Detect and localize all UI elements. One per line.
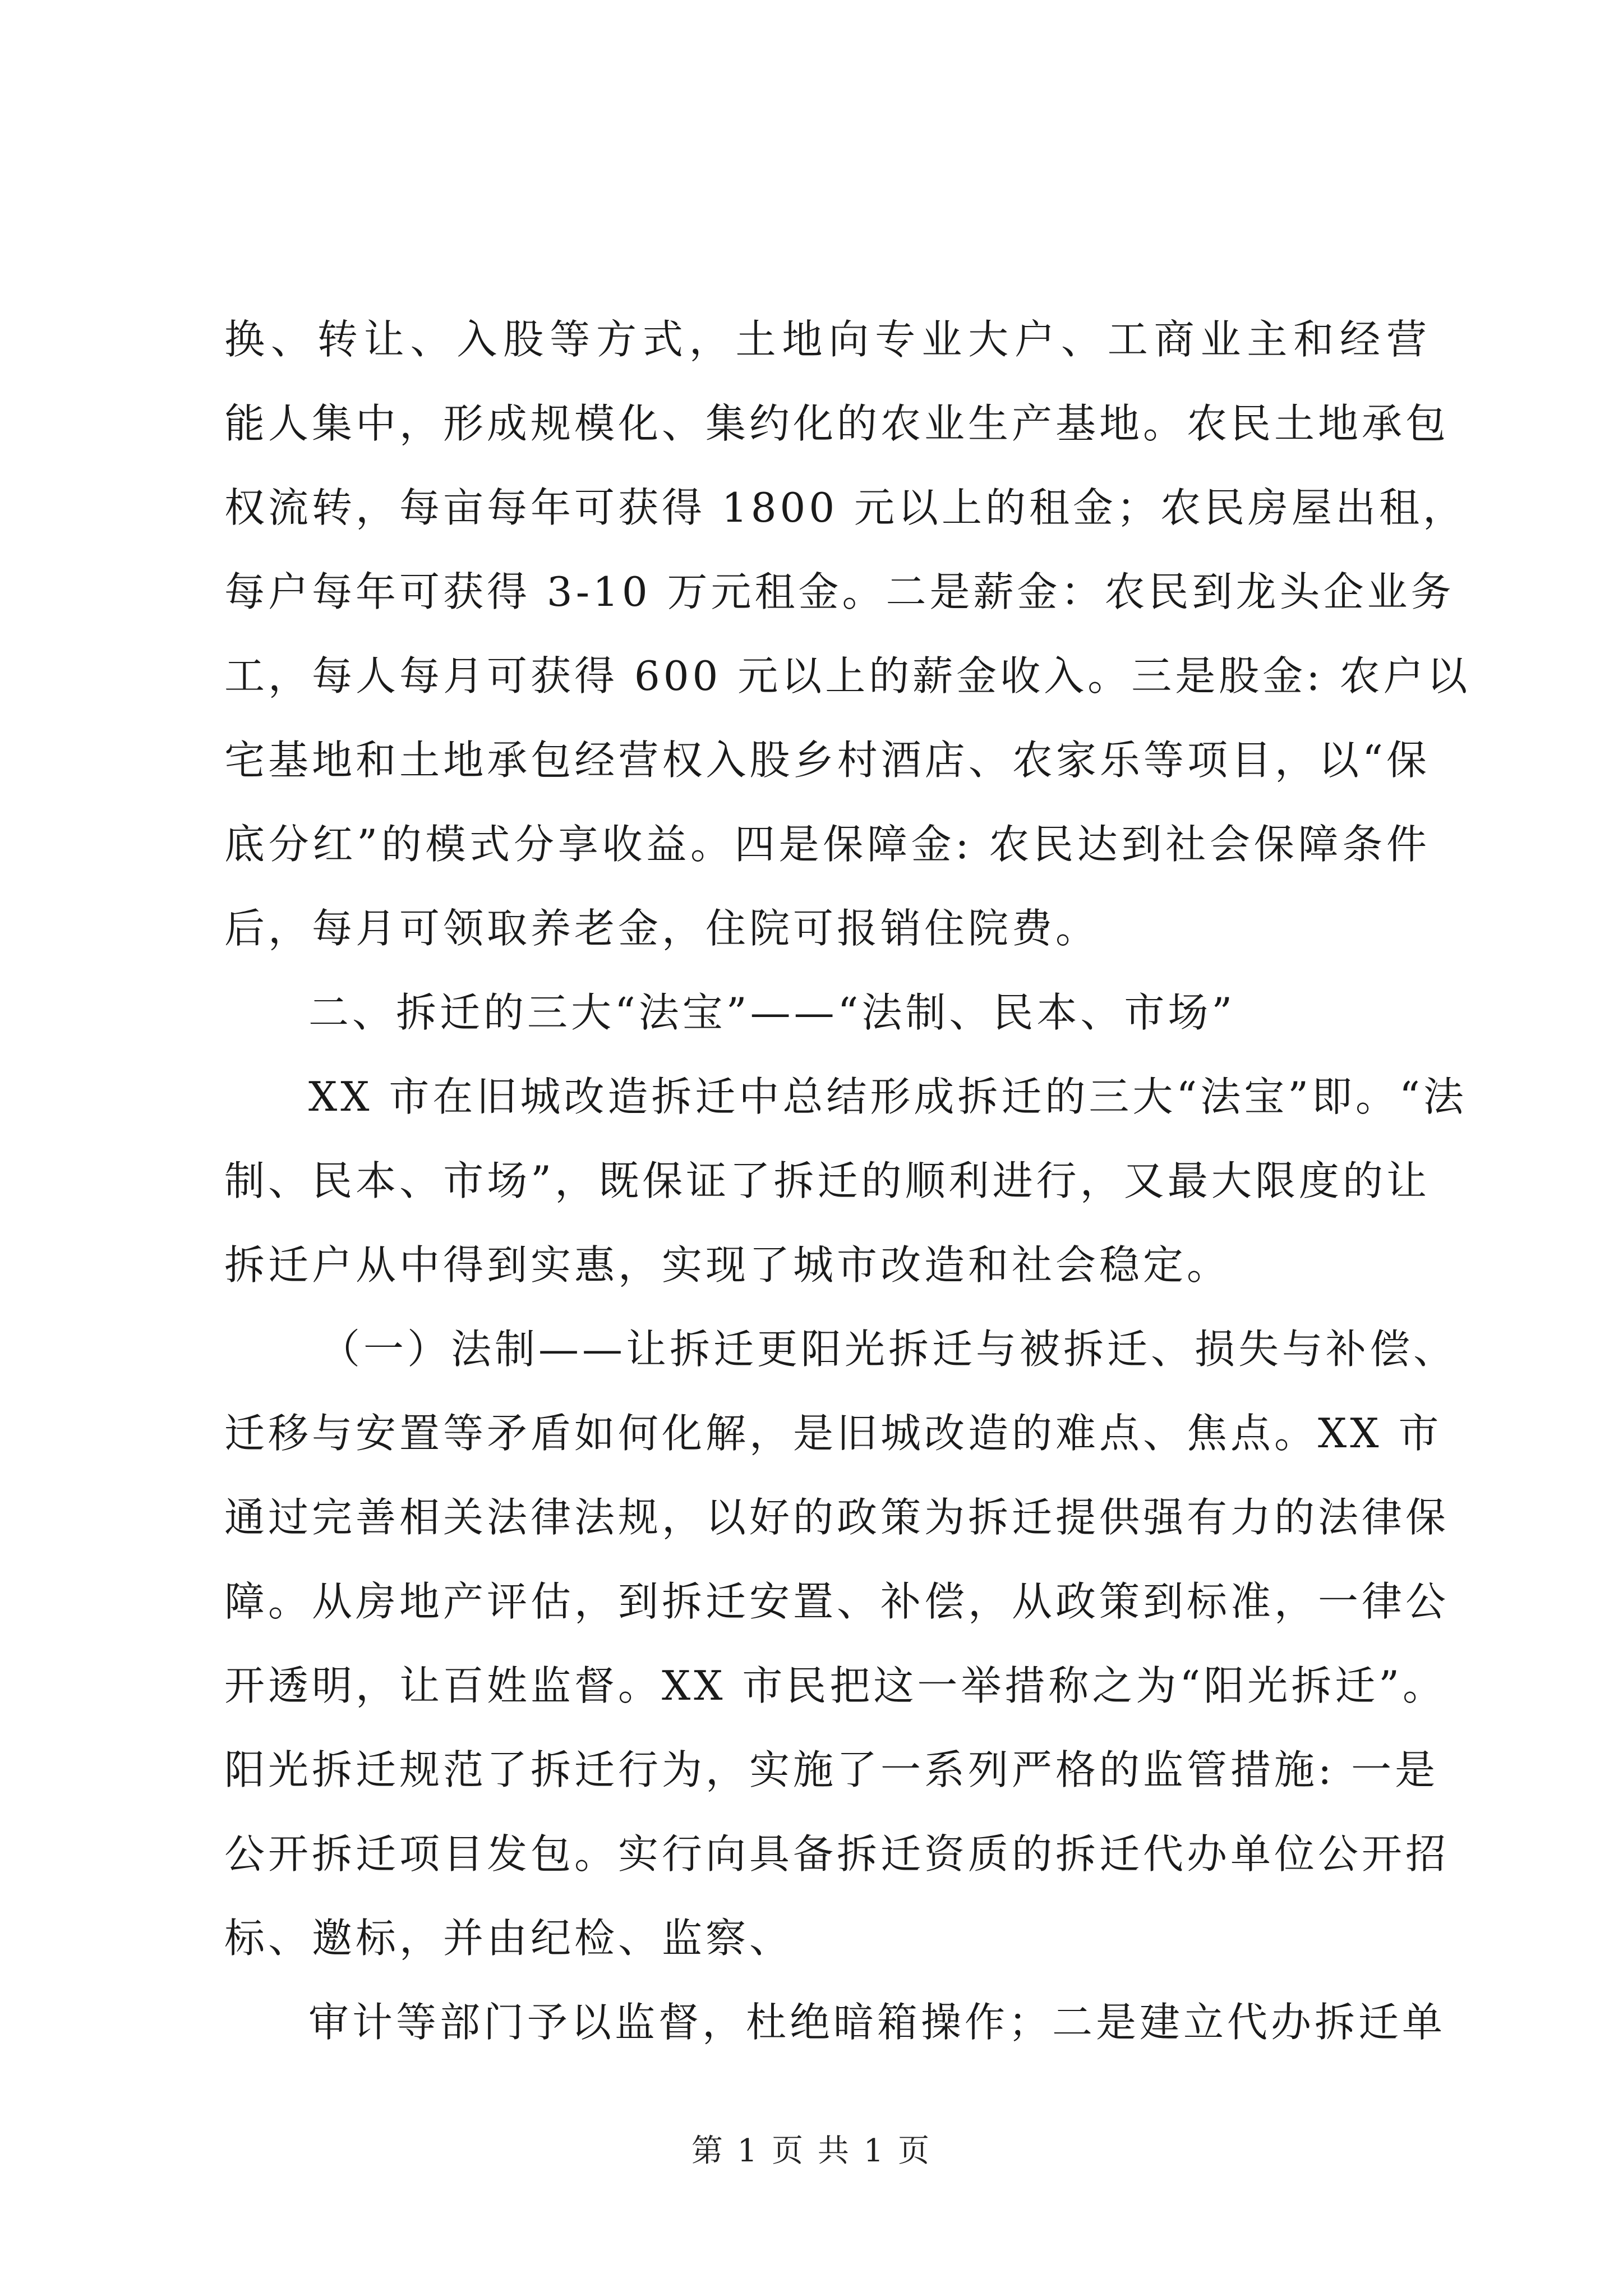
text-line: 权流转，每亩每年可获得 1800 元以上的租金；农民房屋出租，: [224, 484, 1467, 531]
page-number-footer: 第 1 页 共 1 页: [691, 2133, 932, 2169]
text-line: 公开拆迁项目发包。实行向具备拆迁资质的拆迁代办单位公开招: [224, 1830, 1450, 1878]
text-line: 宅基地和土地承包经营权入股乡村酒店、农家乐等项目，以“保: [224, 737, 1430, 784]
text-line: 能人集中，形成规模化、集约化的农业生产基地。农民土地承包: [224, 400, 1450, 447]
text-line: 开透明，让百姓监督。XX 市民把这一举措称之为“阳光拆迁”。: [224, 1662, 1447, 1709]
text-line: 底分红”的模式分享收益。四是保障金: 农民达到社会保障条件: [224, 821, 1430, 868]
text-line: 后，每月可领取养老金，住院可报销住院费。: [224, 905, 1100, 952]
text-line: 审计等部门予以监督，杜绝暗箱操作；二是建立代办拆迁单: [308, 1999, 1446, 2046]
text-line: 标、邀标，并由纪检、监察、: [224, 1915, 794, 1962]
text-line: 换、转让、入股等方式，土地向专业大户、工商业主和经营: [224, 316, 1430, 363]
text-line: 阳光拆迁规范了拆迁行为，实施了一系列严格的监管措施: 一是: [224, 1746, 1439, 1793]
text-line: 工，每人每月可获得 600 元以上的薪金收入。三是股金: 农户以: [224, 652, 1471, 700]
subsection-heading-line: （一）法制——让拆迁更阳光拆迁与被拆迁、损失与补偿、: [320, 1326, 1458, 1373]
text-line: 制、民本、市场”，既保证了拆迁的顺利进行，又最大限度的让: [224, 1157, 1430, 1204]
text-line: XX 市在旧城改造拆迁中总结形成拆迁的三大“法宝”即。“法: [308, 1073, 1467, 1120]
section-heading: 二、拆迁的三大“法宝”——“法制、民本、市场”: [308, 989, 1236, 1036]
text-line: 迁移与安置等矛盾如何化解，是旧城改造的难点、焦点。XX 市: [224, 1410, 1442, 1457]
text-line: 障。从房地产评估，到拆迁安置、补偿，从政策到标准，一律公: [224, 1578, 1450, 1625]
text-line: 通过完善相关法律法规，以好的政策为拆迁提供强有力的法律保: [224, 1494, 1450, 1541]
text-line: 每户每年可获得 3-10 万元租金。二是薪金：农民到龙头企业务: [224, 568, 1455, 615]
document-body: [224, 297, 1471, 2064]
text-line: 拆迁户从中得到实惠，实现了城市改造和社会稳定。: [224, 1241, 1231, 1289]
